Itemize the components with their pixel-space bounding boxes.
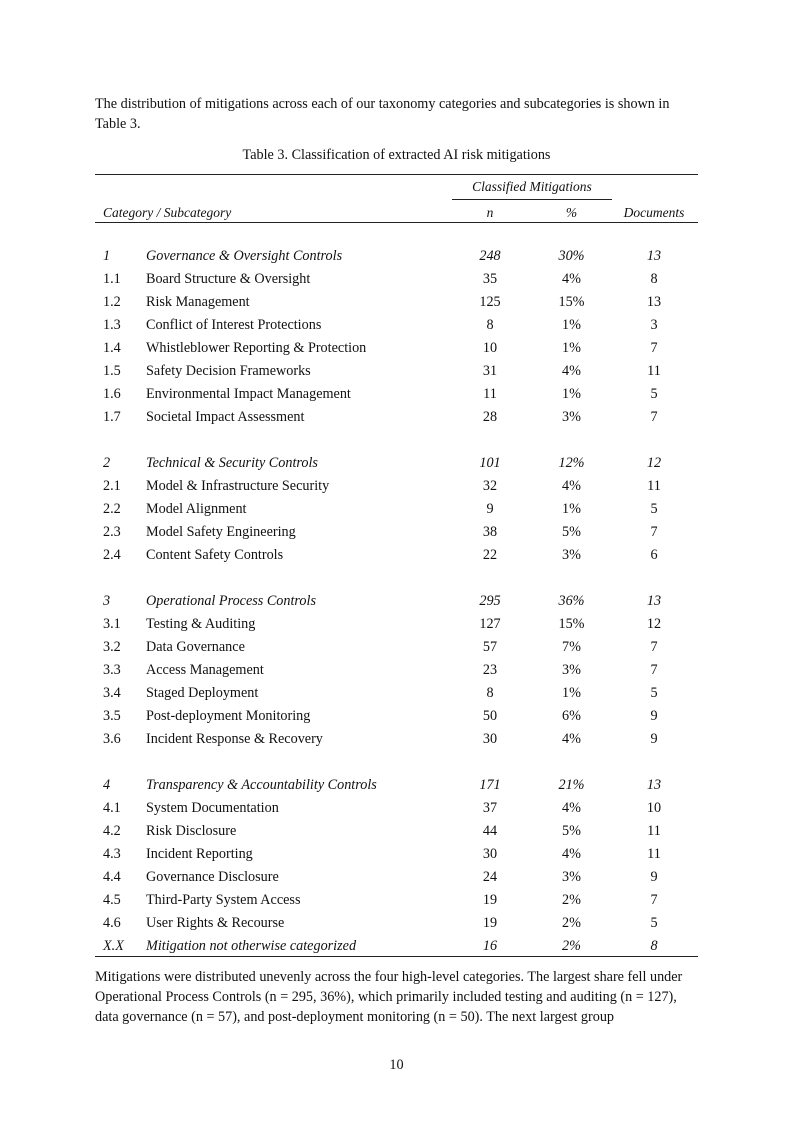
row-id: 2	[103, 455, 111, 471]
n-column-header: n	[486, 205, 494, 220]
row-id: 2.2	[103, 501, 121, 517]
row-documents-value: 12	[646, 455, 662, 471]
table-row	[95, 383, 698, 406]
table-row	[95, 820, 698, 843]
row-category-name: Board Structure & Oversight	[146, 271, 311, 287]
row-percent-value: 1%	[562, 386, 581, 402]
table-row	[95, 728, 698, 751]
row-n-value: 9	[486, 501, 494, 517]
row-percent-value: 2%	[562, 915, 581, 931]
row-id: 3.3	[103, 662, 121, 678]
row-category-name: Societal Impact Assessment	[146, 409, 305, 425]
row-documents-value: 7	[650, 340, 658, 356]
row-n-value: 8	[486, 685, 494, 701]
row-id: 1.6	[103, 386, 121, 402]
row-percent-value: 6%	[562, 708, 581, 724]
table-caption: Table 3. Classification of extracted AI risk mitigations	[242, 147, 551, 163]
row-category-name: Model & Infrastructure Security	[146, 478, 330, 494]
row-percent-value: 3%	[562, 869, 581, 885]
documents-column-header: Documents	[623, 205, 685, 220]
group-header-rule	[452, 199, 612, 200]
row-category-name: Mitigation not otherwise categorized	[146, 938, 357, 954]
table-row	[95, 291, 698, 314]
row-documents-value: 12	[646, 616, 662, 632]
table-row	[95, 705, 698, 728]
row-n-value: 127	[479, 616, 501, 632]
row-n-value: 50	[482, 708, 498, 724]
row-id: 4.3	[103, 846, 121, 862]
table-row	[95, 774, 698, 797]
row-id: 2.4	[103, 547, 121, 563]
row-id: 4.1	[103, 800, 121, 816]
row-n-value: 19	[482, 892, 498, 908]
row-documents-value: 7	[650, 409, 658, 425]
row-id: 3.1	[103, 616, 121, 632]
row-category-name: User Rights & Recourse	[146, 915, 285, 931]
row-percent-value: 5%	[562, 524, 581, 540]
row-id: 1.4	[103, 340, 121, 356]
row-percent-value: 4%	[562, 271, 581, 287]
row-category-name: Incident Reporting	[146, 846, 253, 862]
table-body	[95, 245, 698, 958]
row-id: 2.1	[103, 478, 121, 494]
row-percent-value: 4%	[562, 846, 581, 862]
row-n-value: 11	[483, 386, 497, 402]
row-id: 3.5	[103, 708, 121, 724]
row-percent-value: 15%	[558, 294, 585, 310]
row-documents-value: 8	[650, 938, 658, 954]
row-id: 1.7	[103, 409, 121, 425]
row-percent-value: 3%	[562, 662, 581, 678]
row-percent-value: 4%	[562, 478, 581, 494]
row-documents-value: 11	[647, 478, 661, 494]
row-n-value: 10	[482, 340, 498, 356]
row-n-value: 31	[482, 363, 498, 379]
row-documents-value: 10	[646, 800, 662, 816]
table-row	[95, 245, 698, 268]
intro-paragraph: The distribution of mitigations across each of our taxonomy categories and subcategories is shown in Table 3.	[95, 96, 670, 132]
row-documents-value: 7	[650, 662, 658, 678]
row-percent-value: 5%	[562, 823, 581, 839]
row-documents-value: 9	[650, 869, 658, 885]
table-row	[95, 636, 698, 659]
row-category-name: Data Governance	[146, 639, 245, 655]
row-category-name: Transparency & Accountability Controls	[146, 777, 377, 793]
row-n-value: 28	[482, 409, 498, 425]
percent-column-header: %	[565, 205, 578, 220]
row-n-value: 37	[482, 800, 498, 816]
table-header-rule	[95, 222, 698, 223]
row-id: 3.6	[103, 731, 121, 747]
table-row	[95, 590, 698, 613]
row-percent-value: 4%	[562, 731, 581, 747]
row-n-value: 24	[482, 869, 498, 885]
row-n-value: 295	[479, 593, 501, 609]
row-documents-value: 5	[650, 386, 658, 402]
row-documents-value: 13	[646, 294, 662, 310]
table-row	[95, 797, 698, 820]
table-row	[95, 889, 698, 912]
row-documents-value: 11	[647, 823, 661, 839]
row-category-name: Staged Deployment	[146, 685, 259, 701]
table-row	[95, 498, 698, 521]
row-n-value: 16	[482, 938, 498, 954]
row-documents-value: 9	[650, 731, 658, 747]
row-id: 1.3	[103, 317, 121, 333]
row-n-value: 101	[479, 455, 501, 471]
table-row	[95, 314, 698, 337]
row-category-name: Risk Disclosure	[146, 823, 237, 839]
row-documents-value: 13	[646, 593, 662, 609]
category-column-header: Category / Subcategory	[103, 205, 232, 220]
row-documents-value: 7	[650, 639, 658, 655]
row-category-name: Incident Response & Recovery	[146, 731, 323, 747]
row-documents-value: 7	[650, 892, 658, 908]
table-row	[95, 268, 698, 291]
row-id: 4.5	[103, 892, 121, 908]
row-percent-value: 4%	[562, 800, 581, 816]
outro-paragraph: Mitigations were distributed unevenly across the four high-level categories. The largest share fell under Operational Process Controls (n = 295, 36%), which primarily included testing and auditing (n = 127), data governance (n = 57), and post-deployment monitoring (n = 50). The next largest group	[95, 969, 683, 1025]
row-category-name: Safety Decision Frameworks	[146, 363, 311, 379]
row-percent-value: 21%	[558, 777, 585, 793]
table-top-rule	[95, 174, 698, 175]
row-category-name: Governance & Oversight Controls	[146, 248, 343, 264]
row-percent-value: 2%	[562, 892, 581, 908]
row-documents-value: 5	[650, 915, 658, 931]
row-documents-value: 5	[650, 685, 658, 701]
row-id: 4.6	[103, 915, 121, 931]
table-row	[95, 452, 698, 475]
row-percent-value: 30%	[558, 248, 585, 264]
table-row	[95, 337, 698, 360]
row-percent-value: 1%	[562, 685, 581, 701]
table-bottom-rule	[95, 956, 698, 957]
table-row	[95, 843, 698, 866]
row-id: 1.5	[103, 363, 121, 379]
row-documents-value: 3	[650, 317, 658, 333]
row-documents-value: 13	[646, 777, 662, 793]
row-category-name: Technical & Security Controls	[146, 455, 318, 471]
row-documents-value: 9	[650, 708, 658, 724]
row-n-value: 8	[486, 317, 494, 333]
table-row	[95, 935, 698, 958]
row-n-value: 38	[482, 524, 498, 540]
row-percent-value: 7%	[562, 639, 581, 655]
table-row	[95, 682, 698, 705]
table-row	[95, 475, 698, 498]
row-n-value: 35	[482, 271, 498, 287]
row-category-name: Post-deployment Monitoring	[146, 708, 311, 724]
row-id: X.X	[103, 938, 124, 954]
row-percent-value: 1%	[562, 317, 581, 333]
row-n-value: 248	[479, 248, 501, 264]
row-n-value: 44	[482, 823, 498, 839]
row-id: 4.2	[103, 823, 121, 839]
page-number: 10	[389, 1057, 404, 1073]
row-category-name: Model Safety Engineering	[146, 524, 296, 540]
row-documents-value: 6	[650, 547, 658, 563]
table-row	[95, 613, 698, 636]
row-category-name: Governance Disclosure	[146, 869, 279, 885]
row-id: 3.4	[103, 685, 121, 701]
row-documents-value: 8	[650, 271, 658, 287]
row-documents-value: 5	[650, 501, 658, 517]
table-row	[95, 360, 698, 383]
row-documents-value: 13	[646, 248, 662, 264]
row-id: 1	[103, 248, 111, 264]
row-percent-value: 1%	[562, 340, 581, 356]
row-category-name: Third-Party System Access	[146, 892, 301, 908]
row-id: 2.3	[103, 524, 121, 540]
row-category-name: Conflict of Interest Protections	[146, 317, 322, 333]
classified-mitigations-header: Classified Mitigations	[472, 179, 592, 194]
table-row	[95, 406, 698, 429]
row-percent-value: 2%	[562, 938, 581, 954]
row-n-value: 30	[482, 731, 498, 747]
row-id: 4.4	[103, 869, 121, 885]
row-id: 1.1	[103, 271, 121, 287]
row-id: 3	[103, 593, 111, 609]
row-category-name: Access Management	[146, 662, 264, 678]
table-row	[95, 659, 698, 682]
row-percent-value: 4%	[562, 363, 581, 379]
row-category-name: Model Alignment	[146, 501, 247, 517]
row-n-value: 30	[482, 846, 498, 862]
row-id: 1.2	[103, 294, 121, 310]
row-id: 4	[103, 777, 111, 793]
row-category-name: Operational Process Controls	[146, 593, 316, 609]
row-n-value: 171	[479, 777, 501, 793]
row-category-name: System Documentation	[146, 800, 279, 816]
row-n-value: 19	[482, 915, 498, 931]
row-percent-value: 3%	[562, 409, 581, 425]
row-percent-value: 36%	[558, 593, 585, 609]
row-documents-value: 7	[650, 524, 658, 540]
row-n-value: 32	[482, 478, 498, 494]
table-row	[95, 521, 698, 544]
row-percent-value: 15%	[558, 616, 585, 632]
row-n-value: 23	[482, 662, 498, 678]
row-percent-value: 1%	[562, 501, 581, 517]
row-percent-value: 3%	[562, 547, 581, 563]
row-percent-value: 12%	[558, 455, 585, 471]
row-documents-value: 11	[647, 363, 661, 379]
row-documents-value: 11	[647, 846, 661, 862]
row-category-name: Risk Management	[146, 294, 250, 310]
row-id: 3.2	[103, 639, 121, 655]
row-n-value: 57	[482, 639, 498, 655]
row-category-name: Content Safety Controls	[146, 547, 284, 563]
row-category-name: Whistleblower Reporting & Protection	[146, 340, 367, 356]
row-category-name: Environmental Impact Management	[146, 386, 351, 402]
row-n-value: 22	[482, 547, 498, 563]
table-row	[95, 912, 698, 935]
row-n-value: 125	[479, 294, 501, 310]
table-row	[95, 866, 698, 889]
table-row	[95, 544, 698, 567]
row-category-name: Testing & Auditing	[146, 616, 256, 632]
